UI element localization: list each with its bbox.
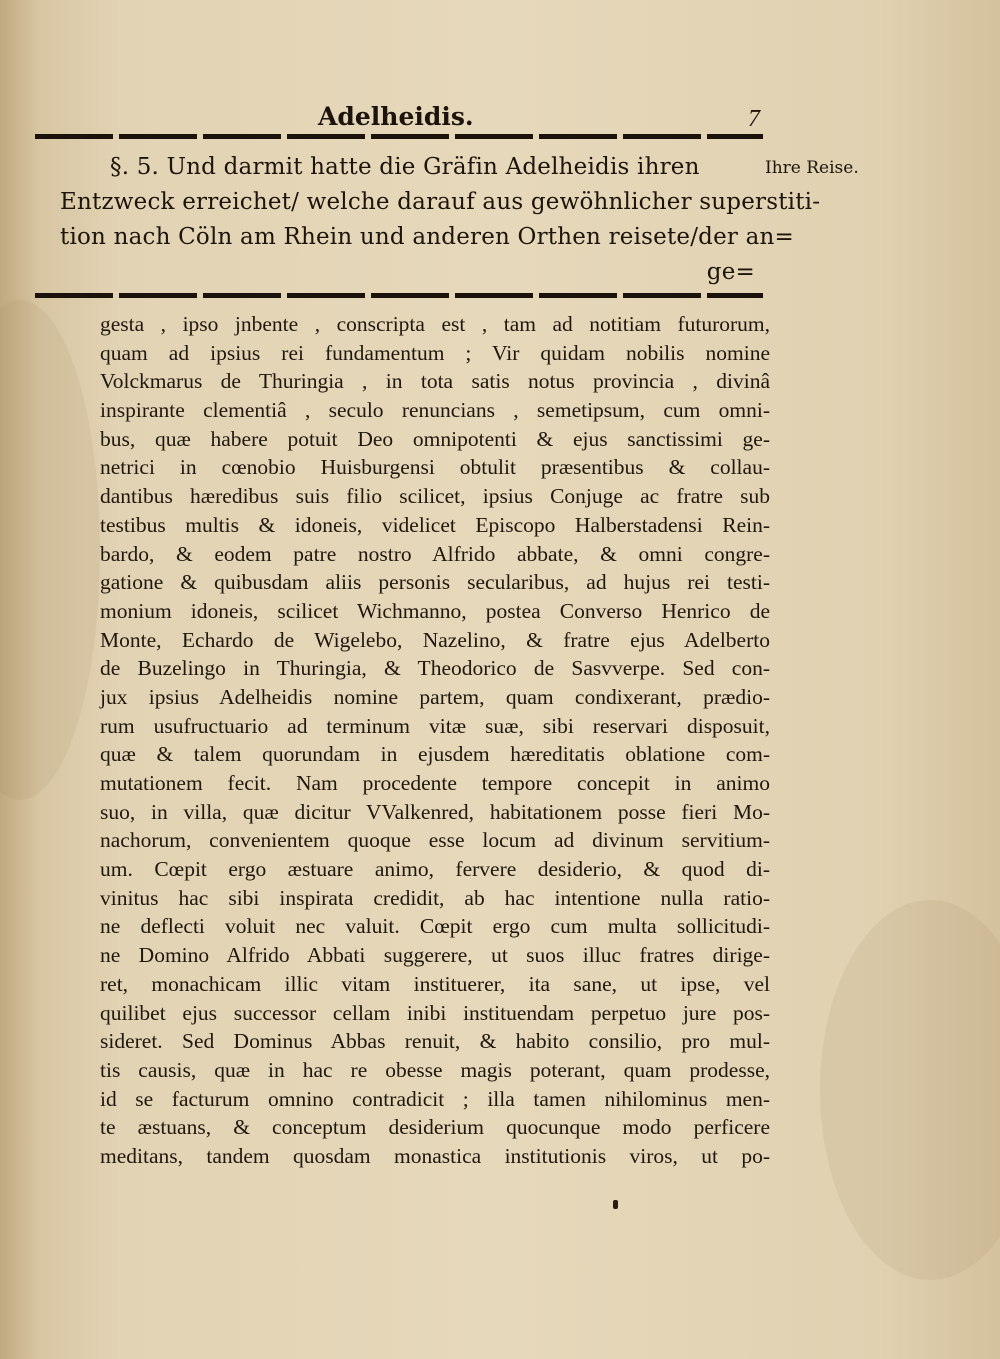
text-line: bardo, & eodem patre nostro Alfrido abbate, & omni congre- <box>100 541 770 566</box>
text-line: dantibus hæredibus suis filio scilicet, ipsius Conjuge ac fratre sub <box>100 484 770 509</box>
text-line: bus, quæ habere potuit Deo omnipotenti & ejus sanctissimi ge- <box>100 426 770 451</box>
text-line: te æstuans, & conceptum desiderium quocunque modo perficere <box>100 1115 770 1140</box>
text-line: inspirante clementiâ , seculo renuncians , semetipsum, cum omni- <box>100 398 770 423</box>
text-line: nachorum, convenientem quoque esse locum ad divinum servitium- <box>100 828 770 853</box>
latin-paragraph <box>100 310 770 1171</box>
text-line: Volckmarus de Thuringia , in tota satis notus provincia , divinâ <box>100 369 770 394</box>
paper-stain <box>0 300 100 800</box>
text-line: netrici in cœnobio Huisburgensi obtulit præsentibus & collau- <box>100 455 770 480</box>
text-line: Entzweck erreichet/ welche darauf aus gewöhnlicher superstiti- <box>60 189 821 215</box>
running-head: Adelheidis. <box>318 102 474 131</box>
ink-mark <box>613 1200 618 1209</box>
text-line: um. Cœpit ergo æstuare animo, fervere desiderio, & quod di- <box>100 857 770 882</box>
header-rule <box>35 134 763 139</box>
text-line: mutationem fecit. Nam procedente tempore concepit in animo <box>100 771 770 795</box>
page-header <box>300 102 770 132</box>
text-line: de Buzelingo in Thuringia, & Theodorico de Sasvverpe. Sed con- <box>100 656 770 681</box>
text-line: ne deflecti voluit nec valuit. Cœpit ergo cum multa sollicitudi- <box>100 914 770 939</box>
text-line: meditans, tandem quosdam monastica institutionis viros, ut po- <box>100 1143 770 1168</box>
page-number: 7 <box>748 106 760 132</box>
paper-stain <box>820 900 1000 1280</box>
catchword: ge= <box>706 259 755 285</box>
text-line: tis causis, quæ in hac re obesse magis poterant, quam prodesse, <box>100 1057 770 1082</box>
text-line: id se facturum omnino contradicit ; illa tamen nihilominus men- <box>100 1086 770 1111</box>
text-line: ne Domino Alfrido Abbati suggerere, ut suos illuc fratres dirige- <box>100 943 770 968</box>
text-line: vinitus hac sibi inspirata credidit, ab hac intentione nulla ratio- <box>100 885 770 910</box>
text-line: Monte, Echardo de Wigelebo, Nazelino, & fratre ejus Adelberto <box>100 627 770 652</box>
text-line: gesta , ipso jnbente , conscripta est , tam ad notitiam futurorum, <box>100 312 770 336</box>
text-line: quam ad ipsius rei fundamentum ; Vir quidam nobilis nomine <box>100 340 770 365</box>
text-line: quilibet ejus successor cellam inibi instituendam perpetuo jure pos- <box>100 1000 770 1025</box>
text-line: suo, in villa, quæ dicitur VValkenred, habitationem posse fieri Mo- <box>100 799 770 824</box>
text-line: rum usufructuario ad terminum vitæ suæ, sibi reservari disposuit, <box>100 713 770 738</box>
text-line: monium idoneis, scilicet Wichmanno, postea Converso Henrico de <box>100 598 770 623</box>
text-line: sideret. Sed Dominus Abbas renuit, & habito consilio, pro mul- <box>100 1029 770 1054</box>
text-line: jux ipsius Adelheidis nomine partem, quam condixerant, prædio- <box>100 684 770 709</box>
text-line: quæ & talem quorundam in ejusdem hæreditatis oblatione com- <box>100 742 770 767</box>
text-line: ret, monachicam illic vitam instituerer, ita sane, ut ipse, vel <box>100 971 770 996</box>
text-line: testibus multis & idoneis, videlicet Episcopo Halberstadensi Rein- <box>100 512 770 537</box>
text-line: gatione & quibusdam aliis personis secularibus, ad hujus rei testi- <box>100 570 770 595</box>
text-line: tion nach Cöln am Rhein und anderen Orthen reisete/der an= <box>60 224 794 250</box>
section-rule <box>35 293 763 298</box>
margin-note: Ihre Reise. <box>765 158 859 178</box>
text-line: §. 5. Und darmit hatte die Gräfin Adelheidis ihren <box>110 154 700 180</box>
